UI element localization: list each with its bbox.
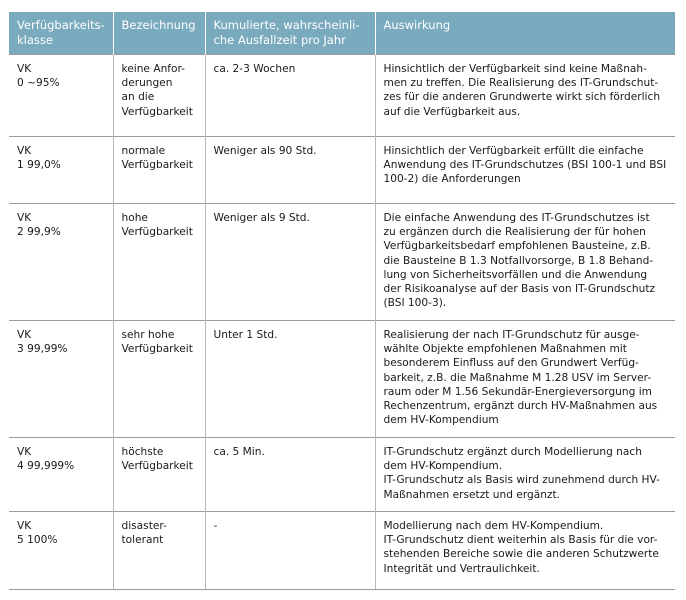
cell-ausfallzeit xyxy=(205,55,375,137)
cell-text: Maßnahmen ersetzt und ergänzt. xyxy=(383,488,561,501)
table-row xyxy=(9,55,675,137)
cell-auswirkung xyxy=(375,137,675,204)
cell-text: Verfügbarkeitsbedarf empfohlenen Bausteine, z.B. xyxy=(383,240,651,253)
cell-text: der Risikoanalyse auf der Basis von IT-Grundschutz xyxy=(383,283,656,296)
cell-text: Weniger als 90 Std. xyxy=(213,145,317,157)
cell-klasse xyxy=(9,137,113,204)
cell-text: - xyxy=(213,520,218,532)
cell-text: 5 100% xyxy=(17,534,58,547)
header-text: klasse xyxy=(17,33,53,47)
cell-text: barkeit, z.B. die Maßnahme M 1.28 USV im Server- xyxy=(383,371,652,384)
cell-text: höchste xyxy=(121,446,164,458)
header-bezeichnung xyxy=(113,12,205,55)
cell-text: 4 99,999% xyxy=(17,460,75,473)
header-verfuegbarkeitsklasse xyxy=(9,12,113,55)
cell-text: Verfügbarkeit xyxy=(121,105,193,118)
table-row xyxy=(9,512,675,590)
cell-text: 1 99,0% xyxy=(17,159,61,172)
cell-bezeichnung xyxy=(113,321,205,438)
header-auswirkung xyxy=(375,12,675,55)
header-text: che Ausfallzeit pro Jahr xyxy=(213,33,346,47)
cell-text: Verfügbarkeit xyxy=(121,460,193,473)
cell-text: Integrität und Vertraulichkeit. xyxy=(383,562,540,575)
cell-ausfallzeit xyxy=(205,512,375,590)
header-row xyxy=(9,12,675,55)
cell-text: keine Anfor- xyxy=(121,63,185,75)
cell-klasse xyxy=(9,512,113,590)
cell-text: stehenden Bereiche sowie die anderen Schutzwerte xyxy=(383,548,659,561)
cell-text: normale xyxy=(121,145,166,157)
cell-auswirkung xyxy=(375,55,675,137)
cell-text: disaster- xyxy=(121,520,167,532)
cell-text: IT-Grundschutz als Basis wird zunehmend durch HV- xyxy=(383,474,660,487)
cell-klasse xyxy=(9,321,113,438)
header-text: Kumulierte, wahrscheinli- xyxy=(213,18,360,32)
cell-text: ca. 2-3 Wochen xyxy=(213,63,296,75)
cell-text: Hinsichtlich der Verfügbarkeit erfüllt die einfache xyxy=(383,145,644,157)
cell-text: tolerant xyxy=(121,534,164,547)
header-text: Verfügbarkeits- xyxy=(17,18,105,32)
table-body xyxy=(9,55,675,590)
cell-text: (BSI 100-3). xyxy=(383,297,447,310)
cell-klasse xyxy=(9,438,113,512)
cell-text: VK xyxy=(17,212,32,224)
cell-text: zes für die anderen Grundwerte wirkt sich förderlich xyxy=(383,91,661,104)
cell-text: Verfügbarkeit xyxy=(121,226,193,239)
cell-ausfallzeit xyxy=(205,321,375,438)
cell-ausfallzeit xyxy=(205,438,375,512)
cell-bezeichnung xyxy=(113,204,205,321)
cell-text: Hinsichtlich der Verfügbarkeit sind keine Maßnah- xyxy=(383,63,647,75)
cell-text: raum oder M 1.56 Sekundär-Energieversorgung im xyxy=(383,385,652,398)
cell-bezeichnung xyxy=(113,512,205,590)
cell-klasse xyxy=(9,55,113,137)
cell-text: 3 99,99% xyxy=(17,343,68,356)
cell-text: IT-Grundschutz dient weiterhin als Basis für die vor- xyxy=(383,534,658,547)
cell-auswirkung xyxy=(375,438,675,512)
cell-text: Verfügbarkeit xyxy=(121,343,193,356)
cell-klasse xyxy=(9,204,113,321)
cell-bezeichnung xyxy=(113,55,205,137)
cell-text: IT-Grundschutz ergänzt durch Modellierung nach xyxy=(383,446,642,458)
cell-text: die Bausteine B 1.3 Notfallvorsorge, B 1.8 Behand- xyxy=(383,254,654,267)
cell-text: wählte Objekte empfohlenen Maßnahmen mit xyxy=(383,343,627,356)
cell-bezeichnung xyxy=(113,137,205,204)
header-text: Bezeichnung xyxy=(121,18,196,32)
cell-text: Rechenzentrum, ergänzt durch HV-Maßnahmen aus xyxy=(383,400,658,413)
cell-text: dem HV-Kompendium xyxy=(383,414,499,427)
cell-bezeichnung xyxy=(113,438,205,512)
cell-ausfallzeit xyxy=(205,204,375,321)
table-row xyxy=(9,438,675,512)
cell-text: Realisierung der nach IT-Grundschutz für ausge- xyxy=(383,329,640,341)
cell-text: Modellierung nach dem HV-Kompendium. xyxy=(383,520,604,532)
table-row xyxy=(9,204,675,321)
header-ausfallzeit xyxy=(205,12,375,55)
cell-text: 0 ~95% xyxy=(17,77,60,90)
cell-text: zu ergänzen durch die Realisierung der für hohen xyxy=(383,226,646,239)
cell-text: lung von Sicherheitsvorfällen und die Anwendung xyxy=(383,268,648,281)
cell-text: 100-2) die Anforderungen xyxy=(383,173,521,186)
cell-auswirkung xyxy=(375,512,675,590)
cell-text: men zu treffen. Die Realisierung des IT-Grundschut- xyxy=(383,77,659,90)
cell-text: derungen xyxy=(121,77,173,90)
cell-ausfallzeit xyxy=(205,137,375,204)
table-header xyxy=(9,12,675,55)
cell-text: sehr hohe xyxy=(121,329,175,341)
cell-text: hohe xyxy=(121,212,148,224)
cell-text: Unter 1 Std. xyxy=(213,329,278,341)
cell-text: Weniger als 9 Std. xyxy=(213,212,310,224)
cell-text: ca. 5 Min. xyxy=(213,446,265,458)
cell-text: VK xyxy=(17,63,32,75)
cell-text: VK xyxy=(17,520,32,532)
header-text: Auswirkung xyxy=(383,18,451,32)
cell-text: Anwendung des IT-Grundschutzes (BSI 100-1 und BSI xyxy=(383,159,667,172)
cell-text: VK xyxy=(17,145,32,157)
availability-classes-table xyxy=(9,12,675,590)
cell-text: VK xyxy=(17,329,32,341)
cell-text: VK xyxy=(17,446,32,458)
cell-auswirkung xyxy=(375,204,675,321)
cell-text: an die xyxy=(121,91,155,104)
cell-text: dem HV-Kompendium. xyxy=(383,460,503,473)
cell-text: 2 99,9% xyxy=(17,226,61,239)
cell-text: Verfügbarkeit xyxy=(121,159,193,172)
cell-text: auf die Verfügbarkeit aus. xyxy=(383,105,521,118)
cell-text: besonderem Einfluss auf den Grundwert Verfüg- xyxy=(383,357,639,370)
table-row xyxy=(9,137,675,204)
cell-auswirkung xyxy=(375,321,675,438)
cell-text: Die einfache Anwendung des IT-Grundschutzes ist xyxy=(383,212,650,224)
table-row xyxy=(9,321,675,438)
